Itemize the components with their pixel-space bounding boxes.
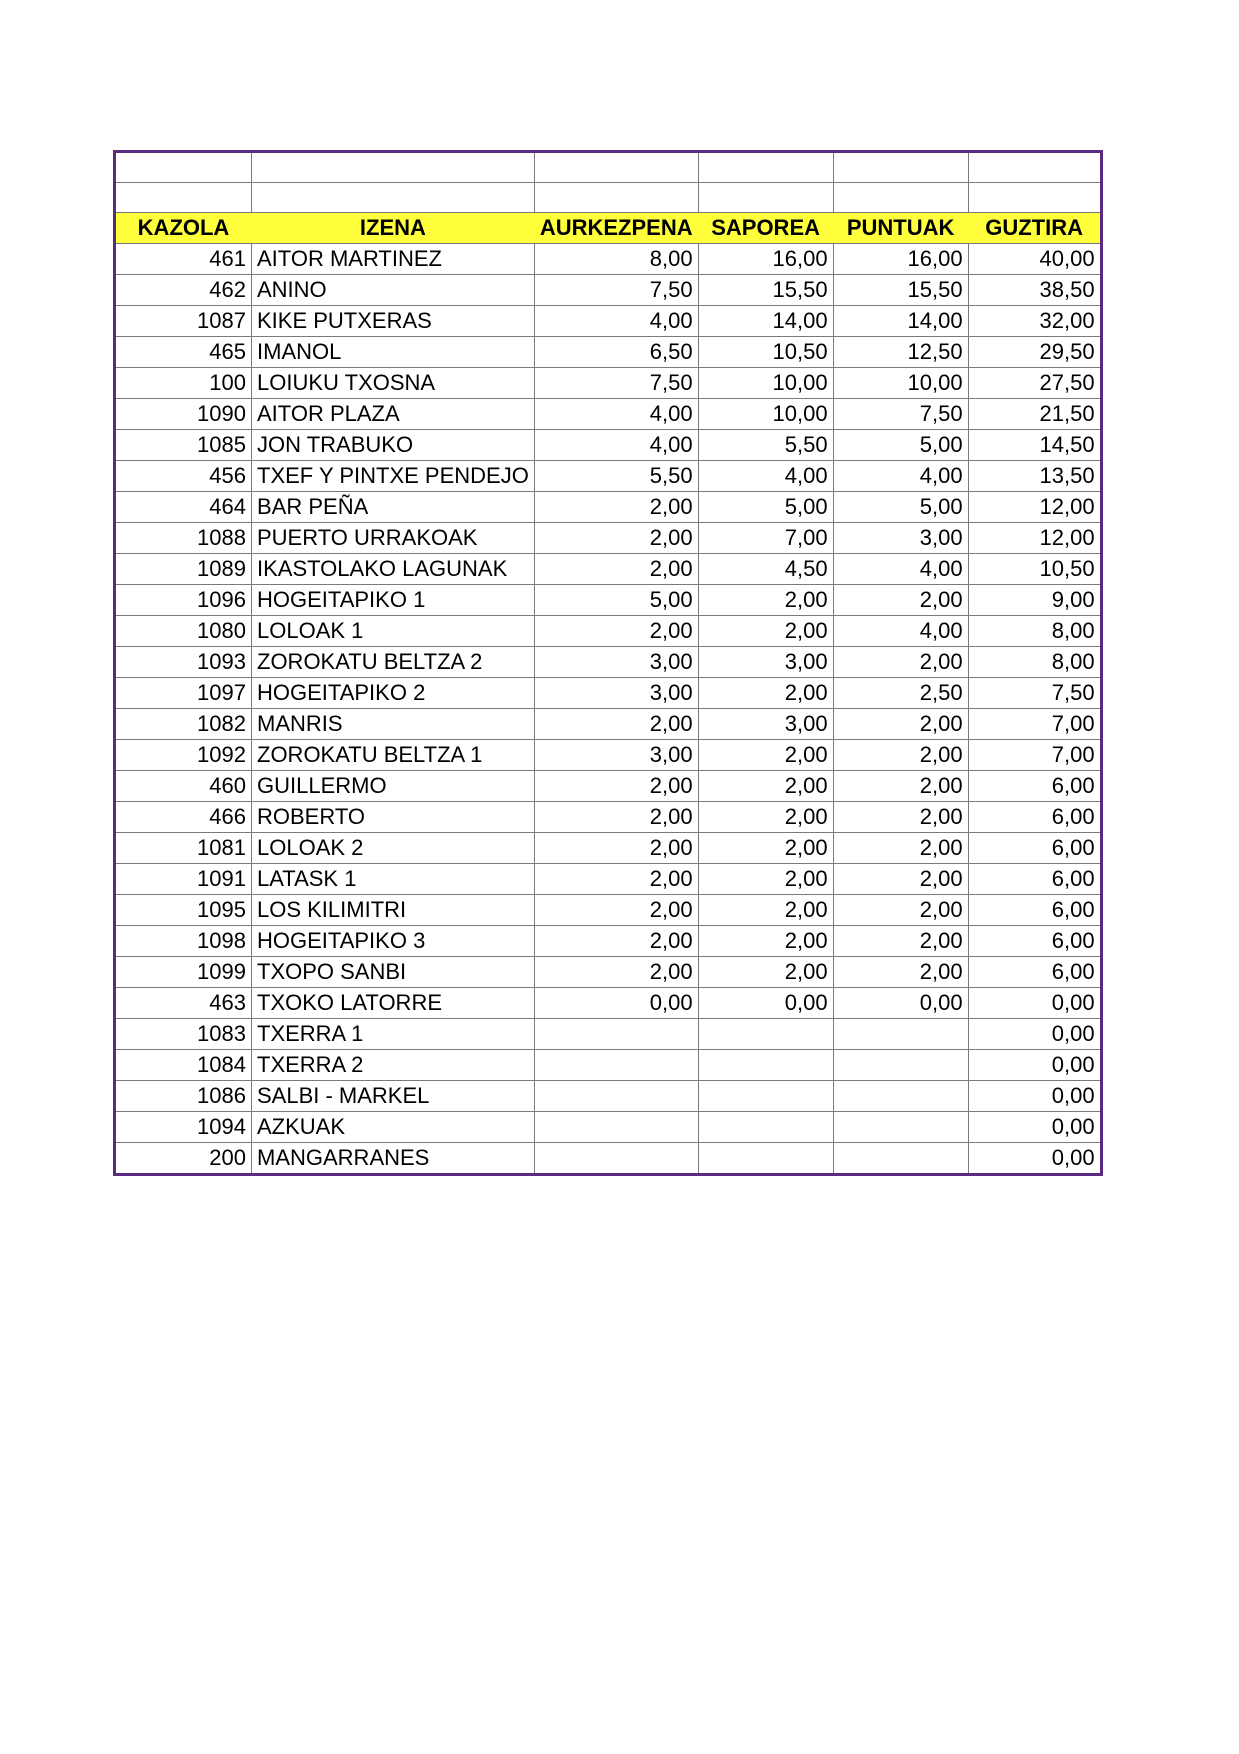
cell-puntuak: 16,00 — [833, 244, 968, 275]
cell-puntuak: 2,00 — [833, 709, 968, 740]
cell-aurkezpena — [534, 1019, 698, 1050]
cell-izena: MANGARRANES — [252, 1143, 535, 1175]
cell-guztira: 6,00 — [968, 802, 1101, 833]
cell-puntuak: 15,50 — [833, 275, 968, 306]
table-row — [115, 1050, 1102, 1081]
cell-puntuak: 5,00 — [833, 492, 968, 523]
cell-aurkezpena: 7,50 — [534, 275, 698, 306]
cell-izena: TXERRA 2 — [252, 1050, 535, 1081]
cell-guztira: 7,00 — [968, 740, 1101, 771]
table-row — [115, 492, 1102, 523]
cell-izena: SALBI - MARKEL — [252, 1081, 535, 1112]
cell-saporea: 16,00 — [698, 244, 833, 275]
cell-saporea: 2,00 — [698, 895, 833, 926]
table-row — [115, 337, 1102, 368]
cell-saporea: 4,00 — [698, 461, 833, 492]
cell-kazola: 1097 — [115, 678, 252, 709]
header-puntuak: PUNTUAK — [833, 213, 968, 244]
cell-kazola: 460 — [115, 771, 252, 802]
cell-guztira: 0,00 — [968, 1143, 1101, 1175]
cell-kazola: 1091 — [115, 864, 252, 895]
cell-saporea: 14,00 — [698, 306, 833, 337]
cell-puntuak — [833, 1019, 968, 1050]
cell-puntuak: 4,00 — [833, 461, 968, 492]
table-row — [115, 740, 1102, 771]
cell-aurkezpena: 2,00 — [534, 926, 698, 957]
cell-puntuak: 12,50 — [833, 337, 968, 368]
cell-saporea: 3,00 — [698, 647, 833, 678]
cell-puntuak: 3,00 — [833, 523, 968, 554]
cell-puntuak: 2,00 — [833, 957, 968, 988]
cell-aurkezpena — [534, 1143, 698, 1175]
cell-puntuak — [833, 1050, 968, 1081]
cell-saporea — [698, 1019, 833, 1050]
table-row — [115, 1143, 1102, 1175]
header-izena: IZENA — [252, 213, 535, 244]
header-row — [115, 213, 1102, 244]
table-row — [115, 1081, 1102, 1112]
header-saporea: SAPOREA — [698, 213, 833, 244]
cell-saporea: 10,00 — [698, 368, 833, 399]
cell-kazola: 464 — [115, 492, 252, 523]
cell-saporea: 2,00 — [698, 616, 833, 647]
cell-guztira: 12,00 — [968, 492, 1101, 523]
cell-saporea: 3,00 — [698, 709, 833, 740]
cell-kazola: 200 — [115, 1143, 252, 1175]
cell-kazola: 1094 — [115, 1112, 252, 1143]
cell-aurkezpena: 6,50 — [534, 337, 698, 368]
cell-saporea — [698, 1050, 833, 1081]
cell-guztira: 6,00 — [968, 771, 1101, 802]
cell-saporea — [698, 1081, 833, 1112]
cell-aurkezpena: 2,00 — [534, 616, 698, 647]
cell-saporea: 2,00 — [698, 864, 833, 895]
cell-puntuak: 2,50 — [833, 678, 968, 709]
cell-saporea: 2,00 — [698, 771, 833, 802]
cell-kazola: 1081 — [115, 833, 252, 864]
cell-guztira: 9,00 — [968, 585, 1101, 616]
cell-kazola: 1083 — [115, 1019, 252, 1050]
cell-aurkezpena: 2,00 — [534, 709, 698, 740]
cell-izena: PUERTO URRAKOAK — [252, 523, 535, 554]
cell-aurkezpena: 8,00 — [534, 244, 698, 275]
cell-aurkezpena: 2,00 — [534, 802, 698, 833]
cell-guztira: 6,00 — [968, 926, 1101, 957]
cell-aurkezpena: 3,00 — [534, 678, 698, 709]
cell-guztira: 14,50 — [968, 430, 1101, 461]
cell-aurkezpena — [534, 1112, 698, 1143]
empty-row — [115, 182, 1102, 213]
cell-saporea: 2,00 — [698, 585, 833, 616]
table-row — [115, 1019, 1102, 1050]
cell-saporea: 2,00 — [698, 833, 833, 864]
cell-kazola: 1082 — [115, 709, 252, 740]
cell-saporea: 10,50 — [698, 337, 833, 368]
cell-puntuak — [833, 1112, 968, 1143]
cell-puntuak — [833, 1143, 968, 1175]
cell-puntuak: 2,00 — [833, 833, 968, 864]
header-aurkezpena: AURKEZPENA — [534, 213, 698, 244]
cell-aurkezpena: 4,00 — [534, 430, 698, 461]
cell-izena: IMANOL — [252, 337, 535, 368]
cell-aurkezpena: 0,00 — [534, 988, 698, 1019]
cell-guztira: 0,00 — [968, 1112, 1101, 1143]
table-row — [115, 275, 1102, 306]
cell-kazola: 1096 — [115, 585, 252, 616]
cell-puntuak: 5,00 — [833, 430, 968, 461]
cell-saporea: 7,00 — [698, 523, 833, 554]
table-row — [115, 523, 1102, 554]
cell-guztira: 6,00 — [968, 864, 1101, 895]
cell-puntuak: 2,00 — [833, 895, 968, 926]
cell-kazola: 1080 — [115, 616, 252, 647]
cell-saporea: 5,50 — [698, 430, 833, 461]
header-guztira: GUZTIRA — [968, 213, 1101, 244]
cell-saporea: 5,00 — [698, 492, 833, 523]
cell-kazola: 466 — [115, 802, 252, 833]
cell-izena: KIKE PUTXERAS — [252, 306, 535, 337]
cell-kazola: 1086 — [115, 1081, 252, 1112]
cell-izena: AZKUAK — [252, 1112, 535, 1143]
cell-izena: TXOPO SANBI — [252, 957, 535, 988]
cell-kazola: 456 — [115, 461, 252, 492]
cell-guztira: 40,00 — [968, 244, 1101, 275]
cell-kazola: 100 — [115, 368, 252, 399]
cell-izena: HOGEITAPIKO 2 — [252, 678, 535, 709]
cell-izena: LOS KILIMITRI — [252, 895, 535, 926]
cell-kazola: 1087 — [115, 306, 252, 337]
cell-puntuak: 2,00 — [833, 647, 968, 678]
cell-izena: TXERRA 1 — [252, 1019, 535, 1050]
cell-kazola: 462 — [115, 275, 252, 306]
cell-saporea: 4,50 — [698, 554, 833, 585]
cell-kazola: 1092 — [115, 740, 252, 771]
cell-guztira: 29,50 — [968, 337, 1101, 368]
cell-izena: BAR PEÑA — [252, 492, 535, 523]
cell-aurkezpena: 3,00 — [534, 647, 698, 678]
table-row — [115, 895, 1102, 926]
cell-guztira: 6,00 — [968, 895, 1101, 926]
cell-kazola: 1093 — [115, 647, 252, 678]
cell-kazola: 1084 — [115, 1050, 252, 1081]
cell-aurkezpena: 7,50 — [534, 368, 698, 399]
cell-kazola: 1085 — [115, 430, 252, 461]
table-row — [115, 678, 1102, 709]
cell-kazola: 1098 — [115, 926, 252, 957]
cell-guztira: 0,00 — [968, 1019, 1101, 1050]
cell-kazola: 1088 — [115, 523, 252, 554]
cell-guztira: 38,50 — [968, 275, 1101, 306]
cell-izena: HOGEITAPIKO 3 — [252, 926, 535, 957]
cell-izena: TXOKO LATORRE — [252, 988, 535, 1019]
cell-izena: LATASK 1 — [252, 864, 535, 895]
cell-aurkezpena: 2,00 — [534, 492, 698, 523]
table-row — [115, 647, 1102, 678]
cell-puntuak: 2,00 — [833, 926, 968, 957]
cell-puntuak: 2,00 — [833, 740, 968, 771]
table-row — [115, 957, 1102, 988]
cell-aurkezpena: 2,00 — [534, 864, 698, 895]
cell-aurkezpena: 4,00 — [534, 399, 698, 430]
cell-izena: AITOR MARTINEZ — [252, 244, 535, 275]
cell-guztira: 7,50 — [968, 678, 1101, 709]
cell-aurkezpena: 2,00 — [534, 523, 698, 554]
table-row — [115, 771, 1102, 802]
cell-kazola: 1090 — [115, 399, 252, 430]
cell-guztira: 8,00 — [968, 647, 1101, 678]
cell-saporea: 2,00 — [698, 926, 833, 957]
cell-izena: JON TRABUKO — [252, 430, 535, 461]
cell-guztira: 6,00 — [968, 833, 1101, 864]
cell-aurkezpena: 5,00 — [534, 585, 698, 616]
cell-saporea: 0,00 — [698, 988, 833, 1019]
cell-puntuak: 2,00 — [833, 585, 968, 616]
cell-izena: ZOROKATU BELTZA 1 — [252, 740, 535, 771]
cell-guztira: 10,50 — [968, 554, 1101, 585]
cell-kazola: 1099 — [115, 957, 252, 988]
cell-izena: LOLOAK 1 — [252, 616, 535, 647]
cell-guztira: 12,00 — [968, 523, 1101, 554]
cell-aurkezpena: 2,00 — [534, 895, 698, 926]
cell-izena: ZOROKATU BELTZA 2 — [252, 647, 535, 678]
cell-kazola: 1089 — [115, 554, 252, 585]
table-row — [115, 864, 1102, 895]
cell-aurkezpena: 2,00 — [534, 554, 698, 585]
cell-kazola: 463 — [115, 988, 252, 1019]
cell-puntuak: 2,00 — [833, 864, 968, 895]
table-row — [115, 709, 1102, 740]
cell-puntuak: 4,00 — [833, 554, 968, 585]
cell-aurkezpena — [534, 1050, 698, 1081]
cell-puntuak: 10,00 — [833, 368, 968, 399]
cell-puntuak: 4,00 — [833, 616, 968, 647]
cell-saporea: 2,00 — [698, 802, 833, 833]
table-row — [115, 802, 1102, 833]
cell-izena: ANINO — [252, 275, 535, 306]
cell-saporea: 2,00 — [698, 957, 833, 988]
cell-aurkezpena: 2,00 — [534, 771, 698, 802]
cell-guztira: 0,00 — [968, 1050, 1101, 1081]
cell-guztira: 27,50 — [968, 368, 1101, 399]
cell-guztira: 7,00 — [968, 709, 1101, 740]
cell-izena: AITOR PLAZA — [252, 399, 535, 430]
cell-saporea: 2,00 — [698, 740, 833, 771]
cell-guztira: 21,50 — [968, 399, 1101, 430]
table-row — [115, 926, 1102, 957]
cell-guztira: 8,00 — [968, 616, 1101, 647]
cell-izena: TXEF Y PINTXE PENDEJO — [252, 461, 535, 492]
cell-saporea: 15,50 — [698, 275, 833, 306]
table-row — [115, 244, 1102, 275]
table-row — [115, 461, 1102, 492]
cell-guztira: 13,50 — [968, 461, 1101, 492]
cell-izena: HOGEITAPIKO 1 — [252, 585, 535, 616]
table-row — [115, 833, 1102, 864]
cell-guztira: 0,00 — [968, 988, 1101, 1019]
cell-izena: MANRIS — [252, 709, 535, 740]
cell-aurkezpena: 4,00 — [534, 306, 698, 337]
cell-saporea — [698, 1143, 833, 1175]
table-row — [115, 1112, 1102, 1143]
cell-aurkezpena: 5,50 — [534, 461, 698, 492]
table-row — [115, 585, 1102, 616]
cell-aurkezpena: 2,00 — [534, 833, 698, 864]
empty-row — [115, 152, 1102, 183]
cell-aurkezpena: 2,00 — [534, 957, 698, 988]
cell-izena: LOIUKU TXOSNA — [252, 368, 535, 399]
cell-saporea: 2,00 — [698, 678, 833, 709]
cell-saporea: 10,00 — [698, 399, 833, 430]
cell-izena: IKASTOLAKO LAGUNAK — [252, 554, 535, 585]
cell-guztira: 6,00 — [968, 957, 1101, 988]
cell-kazola: 461 — [115, 244, 252, 275]
cell-aurkezpena: 3,00 — [534, 740, 698, 771]
cell-izena: ROBERTO — [252, 802, 535, 833]
table-row — [115, 306, 1102, 337]
table-row — [115, 368, 1102, 399]
cell-puntuak: 0,00 — [833, 988, 968, 1019]
results-table — [113, 150, 1103, 1176]
cell-puntuak: 14,00 — [833, 306, 968, 337]
table-row — [115, 399, 1102, 430]
cell-guztira: 0,00 — [968, 1081, 1101, 1112]
cell-puntuak: 2,00 — [833, 771, 968, 802]
table-row — [115, 616, 1102, 647]
cell-kazola: 465 — [115, 337, 252, 368]
cell-guztira: 32,00 — [968, 306, 1101, 337]
cell-puntuak — [833, 1081, 968, 1112]
header-kazola: KAZOLA — [115, 213, 252, 244]
cell-puntuak: 7,50 — [833, 399, 968, 430]
cell-puntuak: 2,00 — [833, 802, 968, 833]
cell-aurkezpena — [534, 1081, 698, 1112]
cell-kazola: 1095 — [115, 895, 252, 926]
cell-izena: GUILLERMO — [252, 771, 535, 802]
table-row — [115, 988, 1102, 1019]
cell-saporea — [698, 1112, 833, 1143]
table-row — [115, 554, 1102, 585]
cell-izena: LOLOAK 2 — [252, 833, 535, 864]
table-row — [115, 430, 1102, 461]
